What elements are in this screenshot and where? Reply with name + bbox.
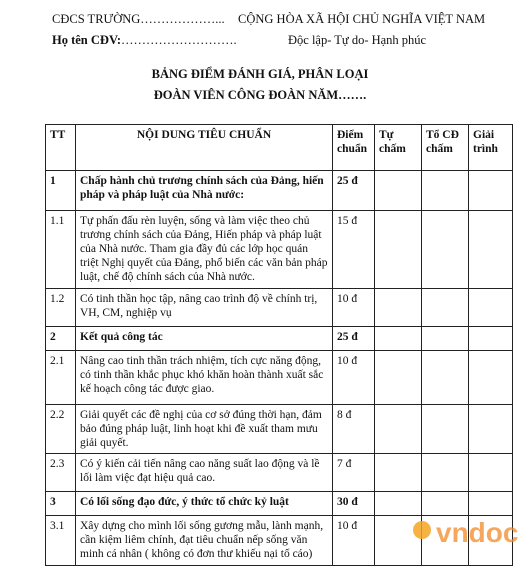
row-standard-score: 7 đ [333, 454, 375, 492]
row-number: 1.1 [46, 211, 76, 289]
row-number: 3.1 [46, 516, 76, 566]
row-self-score [375, 327, 422, 351]
table-row [46, 211, 513, 289]
row-note [469, 454, 513, 492]
row-number: 3 [46, 492, 76, 516]
row-content: Có ý kiến cải tiến nâng cao năng suất lao động và lề lối làm việc đạt hiệu quả cao. [76, 454, 333, 492]
row-standard-score: 10 đ [333, 351, 375, 405]
section-row [46, 171, 513, 211]
doc-title-line1: BẢNG ĐIỂM ĐÁNH GIÁ, PHÂN LOẠI [151, 67, 369, 81]
row-note [469, 211, 513, 289]
row-union-score [422, 327, 469, 351]
row-self-score [375, 351, 422, 405]
row-standard-score: 25 đ [333, 171, 375, 211]
row-union-score [422, 171, 469, 211]
row-content: Có lối sống đạo đức, ý thức tổ chức kỷ luật [76, 492, 333, 516]
table-row [46, 454, 513, 492]
table-row [46, 289, 513, 327]
row-union-score [422, 405, 469, 454]
watermark-text: vndoc [436, 517, 519, 548]
row-standard-score: 30 đ [333, 492, 375, 516]
row-union-score [422, 454, 469, 492]
row-content: Kết quả công tác [76, 327, 333, 351]
score-table [45, 124, 513, 566]
row-content: Có tinh thần học tập, nâng cao trình độ về chính trị, VH, CM, nghiệp vụ [76, 289, 333, 327]
motto: Độc lập- Tự do- Hạnh phúc [288, 33, 427, 47]
row-note [469, 327, 513, 351]
row-number: 2.2 [46, 405, 76, 454]
section-row [46, 327, 513, 351]
row-standard-score: 10 đ [333, 289, 375, 327]
row-union-score [422, 351, 469, 405]
name-label: Họ tên CĐV: [52, 33, 121, 47]
row-number: 2.3 [46, 454, 76, 492]
col-content: NỘI DUNG TIÊU CHUẨN [76, 125, 333, 171]
table-row [46, 405, 513, 454]
row-self-score [375, 405, 422, 454]
col-union: Tổ CĐ chấm [422, 125, 469, 171]
table-row [46, 351, 513, 405]
row-note [469, 405, 513, 454]
row-number: 1.2 [46, 289, 76, 327]
row-content: Tự phấn đấu rèn luyện, sống và làm việc theo chủ trương chính sách của Đảng, Hiến pháp và pháp luật của Nhà nước. Tham gia đầy đủ các lớp học quán triệt Nghị quyết của Đảng, phổ biến các văn bản pháp luật, chế độ chính sách của Nhà nước. [76, 211, 333, 289]
row-standard-score: 25 đ [333, 327, 375, 351]
row-content: Giải quyết các đề nghị của cơ sở đúng thời hạn, đảm bảo đúng pháp luật, linh hoạt khi đề xuất tham mưu giải quyết. [76, 405, 333, 454]
member-name-line [52, 33, 237, 48]
org-name: CĐCS TRƯỜNG………………... [52, 12, 225, 26]
col-tt: TT [46, 125, 76, 171]
vndoc-watermark [410, 512, 520, 552]
row-union-score [422, 211, 469, 289]
col-self: Tự chấm [375, 125, 422, 171]
row-content: Xây dựng cho mình lối sống gương mẫu, lành mạnh, cần kiệm liêm chính, đạt tiêu chuẩn nếp sống văn minh cá nhân ( không có đơn thư khiếu nại tố cáo) [76, 516, 333, 566]
row-content: Chấp hành chủ trương chính sách của Đảng, hiến pháp và pháp luật của Nhà nước: [76, 171, 333, 211]
row-note [469, 289, 513, 327]
row-note [469, 351, 513, 405]
row-standard-score: 10 đ [333, 516, 375, 566]
table-header-row [46, 125, 513, 171]
watermark-logo-icon [413, 521, 431, 539]
row-self-score [375, 171, 422, 211]
row-number: 2.1 [46, 351, 76, 405]
row-standard-score: 15 đ [333, 211, 375, 289]
name-dots: ………………………. [120, 33, 237, 47]
row-note [469, 171, 513, 211]
doc-title-line2: ĐOÀN VIÊN CÔNG ĐOÀN NĂM……. [153, 88, 367, 102]
row-self-score [375, 289, 422, 327]
col-note: Giải trình [469, 125, 513, 171]
row-self-score [375, 454, 422, 492]
nation-title: CỘNG HÒA XÃ HỘI CHỦ NGHĨA VIỆT NAM [238, 12, 486, 26]
col-standard: Điểm chuẩn [333, 125, 375, 171]
row-standard-score: 8 đ [333, 405, 375, 454]
row-number: 2 [46, 327, 76, 351]
row-union-score [422, 289, 469, 327]
row-content: Nâng cao tinh thần trách nhiệm, tích cực năng động, có tinh thần khắc phục khó khăn hoàn thành xuất sắc kế hoạch công tác được giao. [76, 351, 333, 405]
row-self-score [375, 211, 422, 289]
row-number: 1 [46, 171, 76, 211]
